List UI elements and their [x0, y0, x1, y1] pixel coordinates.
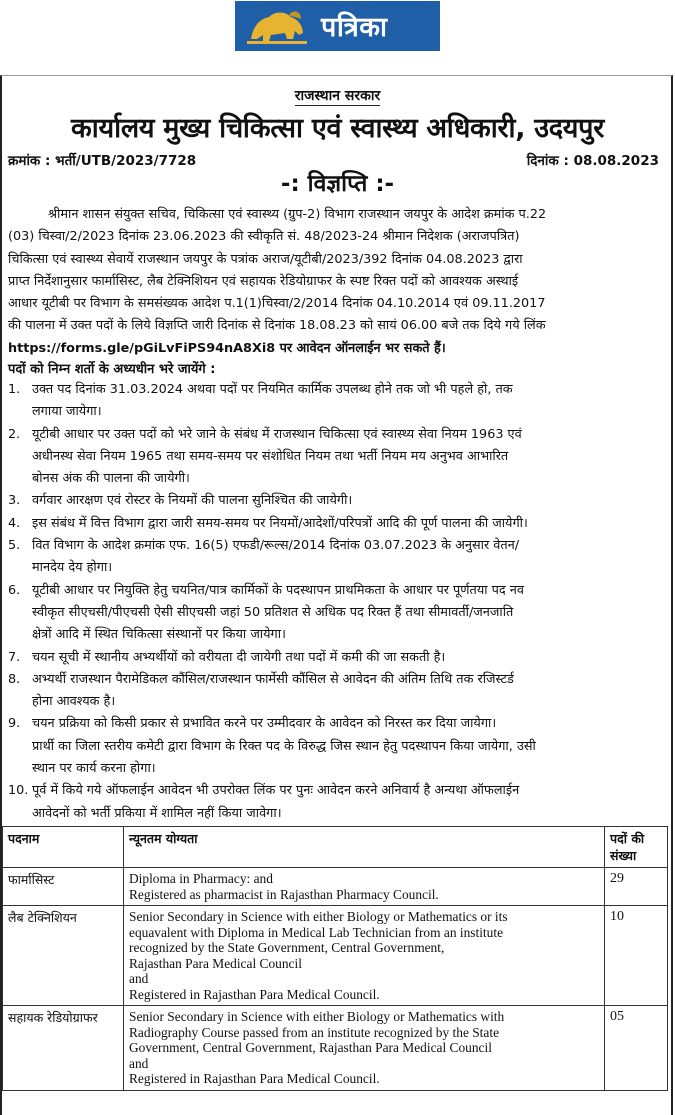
- condition-text: अधीनस्थ सेवा नियम 1965 तथा समय-समय पर संशोधित नियम तथा भर्ती नियम मय अनुभव आभारित: [32, 448, 509, 464]
- post-name-cell: लैब टेक्निशियन: [3, 906, 124, 1006]
- brand-name: पत्रिका: [321, 12, 388, 43]
- condition-text: स्थान पर कार्य करना होगा।: [32, 761, 156, 777]
- qualification-cell: [124, 906, 605, 1006]
- qualification-line: Government, Central Government, Rajasthan Para Medical Council: [129, 1040, 492, 1055]
- condition-item: [8, 513, 663, 535]
- condition-text: अभ्यर्थी राजस्थान पैरामेडिकल कौंसिल/राजस्थान फार्मेसी कौंसिल से आवेदन की अंतिम तिथि तक रजिस्टर्ड: [32, 671, 514, 687]
- condition-text: लगाया जायेगा।: [32, 404, 102, 420]
- qualification-cell: [124, 1006, 605, 1091]
- condition-text: पूर्व में किये गये ऑफलाईन आवेदन भी उपरोक्त लिंक पर पुनः आवेदन करने अनिवार्य है अन्यथा ऑफलाईन: [32, 783, 520, 799]
- intro-line: श्रीमान शासन संयुक्त सचिव, चिकित्सा एवं स्वास्थ्य (ग्रुप-2) विभाग राजस्थान जयपुर के आदेश क्रमांक प.22: [48, 207, 547, 222]
- header-qualification: न्यूनतम योग्यता: [124, 827, 605, 868]
- condition-number: 9.: [8, 716, 21, 732]
- condition-text: आवेदनों को भर्ती प्रकिया में शामिल नहीं किया जावेगा।: [32, 805, 282, 821]
- notice-date: दिनांक : 08.08.2023: [526, 153, 659, 169]
- conditions-heading: पदों को निम्न शर्तो के अध्यधीन भरे जायेंगे :: [8, 362, 216, 377]
- qualification-line: and: [129, 1055, 149, 1071]
- government-label: राजस्थान सरकार: [294, 88, 381, 104]
- condition-item: [8, 580, 663, 647]
- condition-text: यूटीबी आधार पर उक्त पदों को भरे जाने के संबंध में राजस्थान चिकित्सा एवं स्वास्थ्य सेवा नियम 1963 एवं: [32, 426, 522, 442]
- qualification-line: equavalent with Diploma in Medical Lab Technician from an institute: [129, 924, 504, 940]
- condition-item: [8, 713, 663, 780]
- post-name-cell: फार्मासिस्ट: [3, 868, 124, 906]
- post-count-cell: 10: [605, 906, 668, 1006]
- condition-text: स्वीकृत सीएचसी/पीएचसी ऐसी सीएचसी जहां 50 प्रतिशत से अधिक पद रिक्त हैं तथा सीमावर्ती/जनजाति: [32, 604, 514, 620]
- qualification-line: Registered as pharmacist in Rajasthan Pharmacy Council.: [129, 886, 439, 902]
- condition-number: 8.: [8, 671, 21, 687]
- qualification-line: Radiography Course passed from an institute recognized by the State: [129, 1024, 500, 1040]
- condition-text: इस संबंध में वित्त विभाग द्वारा जारी समय-समय पर नियमों/आदेशों/परिपत्रों आदि की पूर्ण पालना की जायेगी।: [32, 515, 528, 531]
- patrika-logo: [235, 1, 440, 51]
- header-post-count: पदों की संख्या: [605, 827, 668, 868]
- condition-item: [8, 490, 663, 512]
- intro-line: की पालना में उक्त पदों के लिये विज्ञप्ति जारी दिनांक से दिनांक 18.08.23 को सायं 06.00 बजे तक दिये गये लिंक: [8, 318, 546, 334]
- condition-text: यूटीबी आधार पर नियुक्ति हेतु चयनित/पात्र कार्मिकों के पदस्थापन प्राथमिकता के आधार पर पूर्णतया पद नव: [32, 582, 525, 598]
- table-row: [3, 906, 668, 1006]
- notice-title: -: विज्ञप्ति :-: [280, 171, 395, 197]
- table-row: [3, 1006, 668, 1091]
- qualification-line: recognized by the State Government, Central Government,: [129, 940, 445, 955]
- condition-text: वित विभाग के आदेश क्रमांक एफ. 16(5) एफडी/रूल्स/2014 दिनांक 03.07.2023 के अनुसार वेतन/: [32, 538, 520, 554]
- condition-item: [8, 424, 663, 491]
- masthead: [0, 0, 675, 58]
- condition-text: होना आवश्यक है।: [32, 694, 116, 710]
- post-count-cell: 05: [605, 1006, 668, 1091]
- qualification-line: Senior Secondary in Science with either Biology or Mathematics with: [129, 1009, 505, 1024]
- condition-number: 7.: [8, 649, 21, 665]
- table-row: [3, 868, 668, 906]
- condition-number: 2.: [8, 426, 21, 442]
- condition-number: 3.: [8, 493, 21, 509]
- condition-item: [8, 647, 663, 669]
- qualification-line: Diploma in Pharmacy: and: [129, 871, 273, 886]
- condition-number: 6.: [8, 582, 21, 598]
- condition-text: चयन सूची में स्थानीय अभ्यर्थीयों को वरीयता दी जायेगी तथा पदों में कमी की जा सकती है।: [32, 649, 446, 665]
- intro-paragraph: [8, 204, 663, 360]
- condition-text: बोनस अंक की पालना की जायेगी।: [32, 471, 190, 487]
- header-post-name: पदनाम: [3, 827, 124, 868]
- condition-item: [8, 780, 663, 825]
- qualification-line: Rajasthan Para Medical Council: [129, 955, 302, 971]
- condition-item: [8, 379, 663, 424]
- condition-text: चयन प्रक्रिया को किसी प्रकार से प्रभावित करने पर उम्मीदवार के आवेदन को निरस्त कर दिया जायेगा।: [32, 716, 497, 732]
- intro-line: आधार यूटीबी पर विभाग के समसंख्यक आदेश प.1(1)चिस्वा/2/2014 दिनांक 04.10.2014 एवं 09.11.2017: [8, 296, 546, 312]
- condition-text: वर्गवार आरक्षण एवं रोस्टर के नियमों की पालना सुनिश्चित की जायेगी।: [32, 493, 353, 509]
- post-count-cell: 29: [605, 868, 668, 906]
- table-header-row: [3, 827, 668, 868]
- qualification-line: Registered in Rajasthan Para Medical Council.: [129, 986, 380, 1002]
- condition-number: 1.: [8, 382, 21, 397]
- posts-table: [2, 826, 668, 1091]
- condition-text: मानदेय देय होगा।: [32, 560, 113, 576]
- condition-text: क्षेत्रों आदि में स्थित चिकित्सा संस्थानों पर किया जायेगा।: [32, 627, 286, 643]
- condition-text: प्रार्थी का जिला स्तरीय कमेटी द्वारा विभाग के रिक्त पद के विरुद्ध जिस स्थान हेतु पदस्थापन किया जायेगा, उसी: [32, 738, 536, 754]
- application-link-line[interactable]: https://forms.gle/pGiLvFiPS94nA8Xi8 पर आवेदन ऑनलाईन भर सकते हैं।: [8, 340, 446, 356]
- qualification-cell: [124, 868, 605, 906]
- conditions-list: [8, 379, 663, 825]
- post-name-cell: सहायक रेडियोग्राफर: [3, 1006, 124, 1091]
- office-title: कार्यालय मुख्य चिकित्सा एवं स्वास्थ्य अधिकारी, उदयपुर: [71, 113, 604, 144]
- intro-line: (03) चिस्वा/2/2023 दिनांक 23.06.2023 की स्वीकृति सं. 48/2023-24 श्रीमान निदेशक (अराजपत्रित): [8, 229, 520, 245]
- condition-item: [8, 535, 663, 580]
- condition-number: 5.: [8, 538, 21, 554]
- qualification-line: Registered in Rajasthan Para Medical Council.: [129, 1071, 380, 1086]
- intro-line: चिकित्सा एवं स्वास्थ्य सेवायें राजस्थान जयपुर के पत्रांक अराज/यूटीबी/2023/392 दिनांक 04.08.2023 द्वारा: [8, 251, 523, 267]
- qualification-line: Senior Secondary in Science with either Biology or Mathematics or its: [129, 909, 508, 924]
- condition-number: 4.: [8, 515, 21, 531]
- reference-number: क्रमांक : भर्ती/UTB/2023/7728: [8, 153, 197, 169]
- qualification-line: and: [129, 971, 149, 986]
- lion-emblem-icon: [245, 5, 309, 47]
- condition-text: उक्त पद दिनांक 31.03.2024 अथवा पदों पर नियमित कार्मिक उपलब्ध होने तक जो भी पहले हो, तक: [32, 382, 513, 397]
- condition-item: [8, 669, 663, 714]
- intro-line: प्राप्त निर्देशानुसार फार्मासिस्ट, लैब टेक्निशियन एवं सहायक रेडियोग्राफर के स्पष्ट रिक्त पदों को आवश्यक अस्थाई: [8, 273, 519, 289]
- condition-number: 10.: [8, 783, 29, 799]
